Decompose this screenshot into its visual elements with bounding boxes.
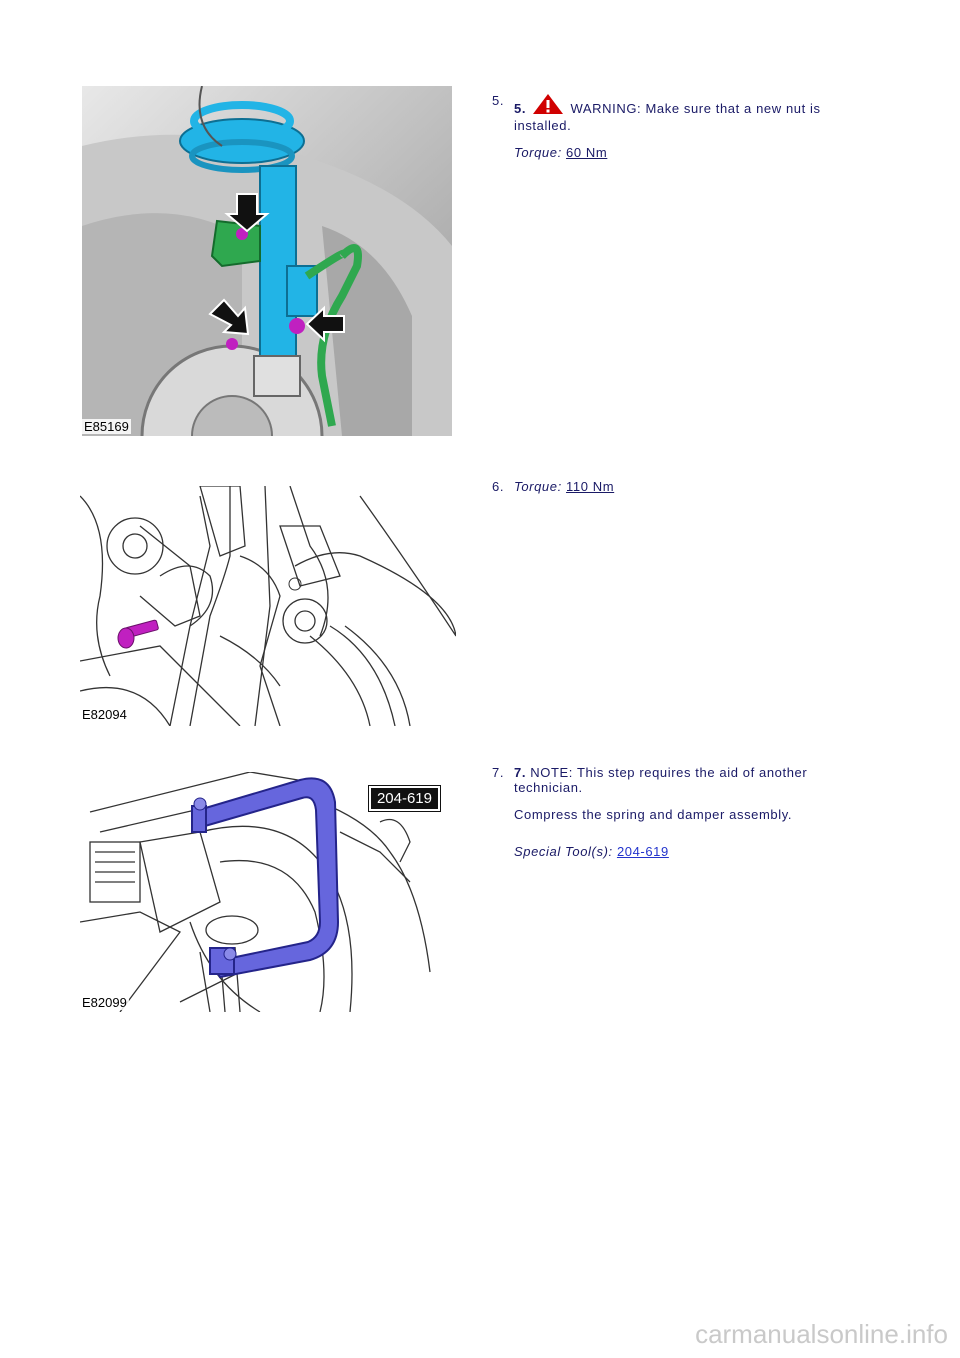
torque-label: Torque:: [514, 145, 562, 160]
special-tool-line: [514, 844, 844, 859]
strut-illustration: [82, 86, 452, 436]
figure-e82094: [80, 486, 456, 726]
torque-value: 110 Nm: [566, 479, 615, 494]
step-body: [514, 93, 844, 172]
warning-text: WARNING: Make sure that a new nut is installed.: [514, 101, 821, 133]
knuckle-line-drawing: [80, 486, 456, 726]
special-tool-tag: 204-619: [369, 786, 440, 811]
step-bold-prefix: 5.: [514, 101, 527, 116]
step-number: 6.: [492, 479, 505, 494]
figure-id-label: E85169: [84, 419, 129, 434]
warning-paragraph: [514, 93, 844, 133]
figure-id-label: E82094: [82, 707, 127, 722]
step-body: [514, 479, 844, 506]
torque-line: [514, 479, 844, 494]
torque-line: [514, 145, 844, 160]
special-tool-label: Special Tool(s):: [514, 844, 613, 859]
figure-id-label: E82099: [82, 995, 127, 1010]
figure-e85169: [82, 86, 452, 436]
step-number: 7.: [492, 765, 505, 780]
torque-label: Torque:: [514, 479, 562, 494]
figure-e82099: [80, 772, 442, 1012]
warning-icon: [532, 93, 564, 118]
instruction-text: Compress the spring and damper assembly.: [514, 807, 793, 822]
special-tool-link[interactable]: 204-619: [616, 844, 669, 859]
note-paragraph: [514, 765, 844, 795]
torque-value: 60 Nm: [566, 145, 608, 160]
watermark: carmanualsonline.info: [695, 1319, 948, 1349]
step-number: 5.: [492, 93, 505, 108]
note-text: NOTE: This step requires the aid of another technician.: [514, 765, 808, 795]
step-bold-prefix: 7.: [514, 765, 527, 780]
step-body: [514, 765, 844, 871]
